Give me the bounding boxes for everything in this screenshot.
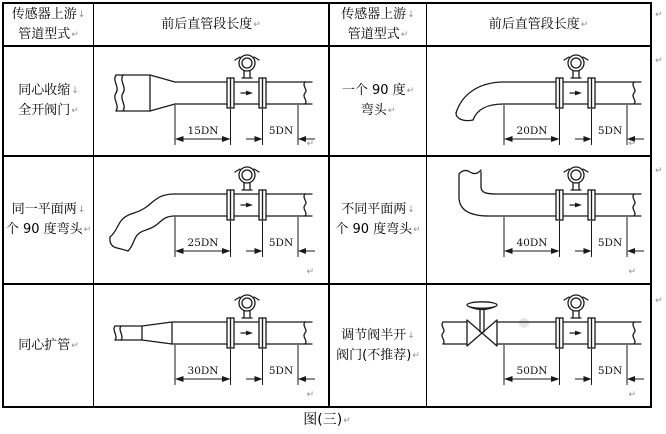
fitting-concentric-reducer (115, 75, 175, 111)
label-text: 个 90 度弯头 (5, 222, 83, 237)
wrap-mark: ↓ (407, 9, 415, 20)
diagram-concentric-reducer (94, 47, 328, 155)
table-header-row (4, 4, 650, 47)
header-straight-length-right (427, 4, 650, 45)
diagram-cell-two-elbows-different-plane (427, 157, 650, 283)
return-mark: ↵ (628, 267, 636, 277)
return-mark: ↵ (406, 86, 415, 96)
fitting-s-bend (110, 194, 175, 251)
dimension-label-upstream: 50DN (516, 365, 548, 377)
diagram-cell-concentric-reducer (94, 47, 330, 155)
return-mark: ↵ (655, 166, 663, 176)
header-text: 前后直管段长度 (161, 16, 253, 32)
return-mark: ↵ (413, 225, 421, 235)
label-text: 同一平面两 (11, 202, 77, 217)
return-mark: ↵ (306, 267, 314, 277)
label-text: 一个 90 度 (341, 83, 406, 98)
table-row (4, 157, 650, 285)
return-mark: ↵ (71, 29, 79, 40)
return-mark: ↵ (306, 390, 314, 400)
return-mark: ↵ (400, 29, 409, 40)
table-row (4, 285, 650, 406)
dimension-label-downstream: 5DN (597, 237, 623, 249)
header-text: 前后直管段长度 (488, 16, 580, 32)
label-text: 弯头 (360, 103, 387, 118)
return-mark: ↵ (628, 390, 636, 400)
diagram-cell-concentric-expander (94, 285, 330, 406)
label-text: 不同平面两 (341, 202, 407, 217)
caption-text: 图(三) (303, 412, 343, 428)
label-text: 全开阀门 (18, 103, 71, 118)
diagram-concentric-expander (94, 285, 328, 406)
header-upstream-type-right (330, 4, 427, 45)
wrap-mark: ↓ (77, 9, 86, 20)
return-mark: ↵ (387, 106, 396, 116)
header-text: 传感器上游 (341, 6, 407, 22)
return-mark: ↵ (655, 296, 663, 306)
header-text: 管道型式 (18, 26, 71, 42)
label-concentric-expander (4, 285, 94, 406)
label-text: 个 90 度弯头 (335, 222, 413, 237)
return-mark: ↵ (71, 106, 79, 116)
diagram-cell-two-elbows-same-plane (94, 157, 330, 283)
return-mark: ↵ (628, 139, 636, 149)
label-text: 同心收缩 (18, 83, 71, 98)
diagram-half-open-valve (427, 285, 650, 406)
return-mark: ↵ (71, 340, 79, 351)
diagram-cell-half-open-valve (427, 285, 650, 406)
return-mark: ↵ (655, 10, 663, 20)
label-text: 阀门(不推荐) (336, 347, 412, 363)
dimension-label-upstream: 15DN (187, 125, 219, 137)
dimension-label-downstream: 5DN (597, 365, 623, 377)
pipe-installation-table (2, 2, 652, 408)
return-mark: ↵ (580, 19, 589, 30)
diagram-two-elbows-same-plane (94, 157, 328, 283)
return-mark: ↵ (306, 139, 314, 149)
return-mark: ↵ (253, 19, 261, 30)
header-upstream-type-left (4, 4, 94, 45)
header-text: 管道型式 (347, 26, 400, 42)
label-single-90-elbow (330, 47, 427, 155)
dimension-label-downstream: 5DN (597, 125, 623, 137)
label-concentric-reducer-valve (4, 47, 94, 155)
table-row (4, 47, 650, 157)
wrap-mark: ↓ (407, 330, 415, 341)
label-half-open-regulating-valve (330, 285, 427, 406)
diagram-single-90-elbow (427, 47, 650, 155)
wrap-mark: ↓ (71, 86, 79, 96)
figure-caption (0, 410, 654, 431)
header-text: 传感器上游 (11, 6, 77, 22)
dimension-label-downstream: 5DN (268, 365, 294, 377)
fitting-concentric-expander (114, 322, 175, 344)
return-mark: ↵ (655, 56, 663, 66)
return-mark: ↵ (343, 416, 351, 426)
dimension-label-upstream: 25DN (187, 237, 219, 249)
return-mark: ↵ (83, 225, 92, 235)
watermark-dot (519, 318, 529, 328)
label-two-elbows-different-plane (330, 157, 427, 283)
header-straight-length-left (94, 4, 330, 45)
dimension-label-downstream: 5DN (268, 237, 294, 249)
wrap-mark: ↓ (407, 205, 415, 215)
fitting-gate-valve (442, 302, 504, 346)
dimension-label-downstream: 5DN (268, 125, 294, 137)
fitting-90-elbow-up (459, 170, 504, 216)
dimension-label-upstream: 20DN (516, 125, 548, 137)
diagram-two-elbows-different-plane (427, 157, 650, 283)
dimension-label-upstream: 40DN (516, 237, 548, 249)
diagram-cell-single-90-elbow (427, 47, 650, 155)
return-mark: ↵ (412, 350, 420, 361)
label-text: 同心扩管 (18, 337, 71, 353)
wrap-mark: ↓ (77, 205, 86, 215)
fitting-90-elbow-down (456, 82, 504, 121)
dimension-label-upstream: 30DN (187, 365, 219, 377)
label-two-elbows-same-plane (4, 157, 94, 283)
label-text: 调节阀半开 (341, 327, 407, 343)
